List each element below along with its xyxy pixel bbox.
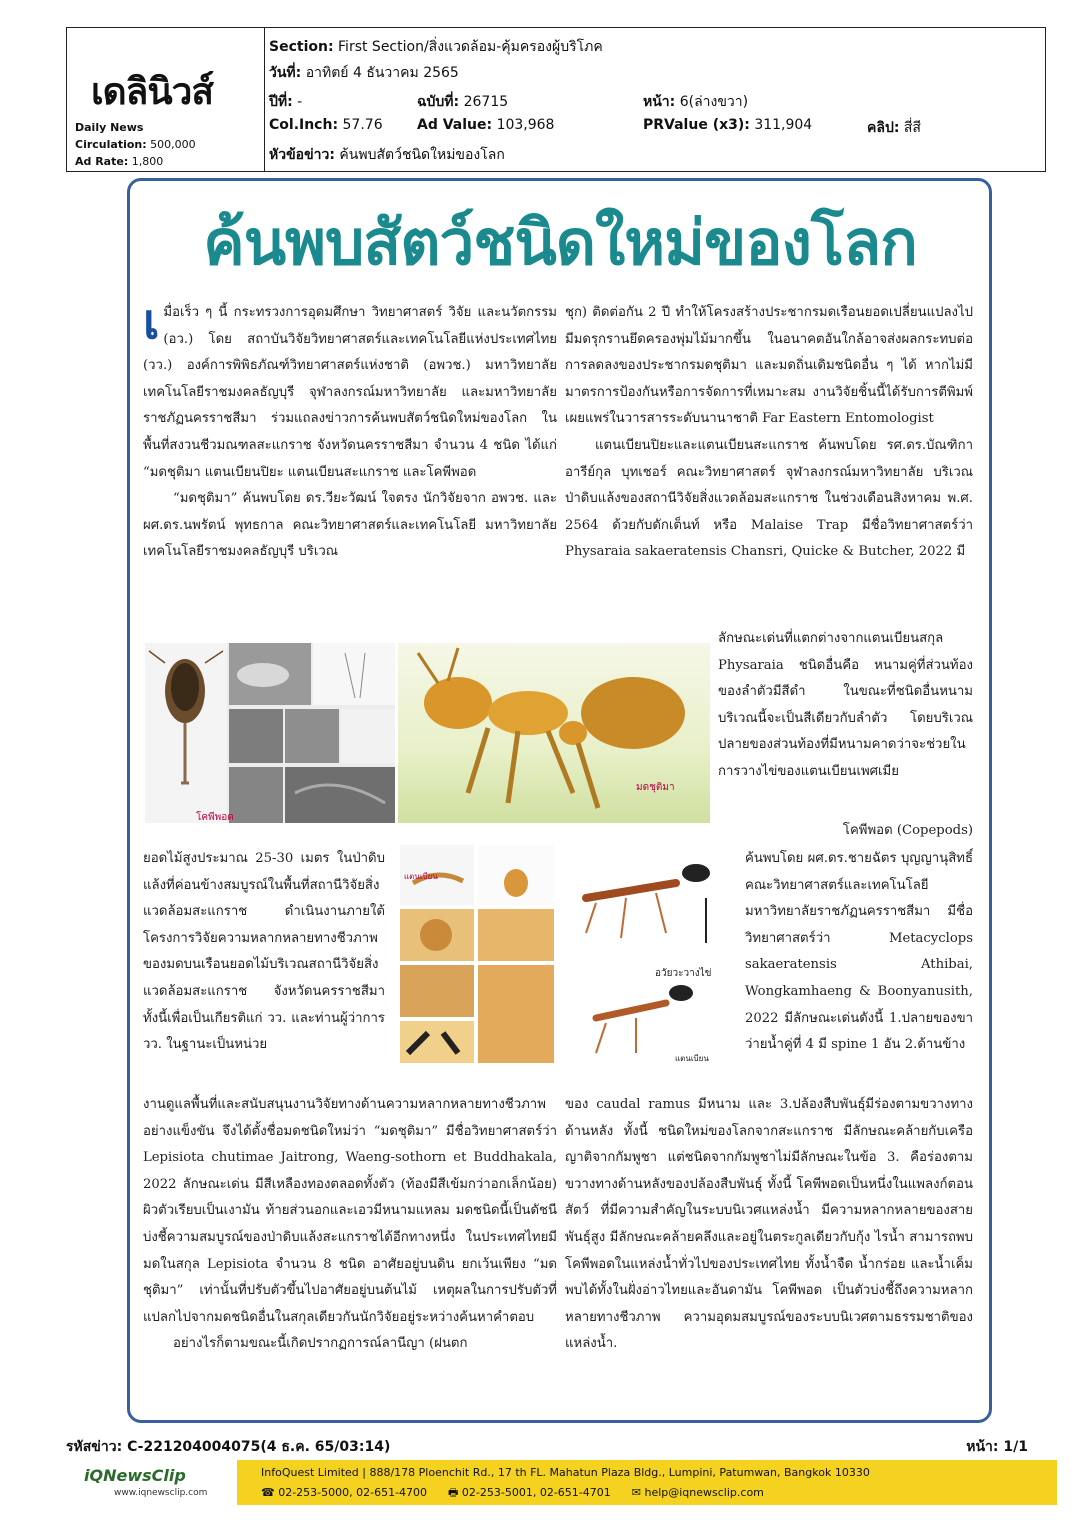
caption-ovipositor: อวัยวะวางไข่ <box>655 968 712 979</box>
news-code: รหัสข่าว: C-221204004075(4 ธ.ค. 65/03:14) <box>66 1439 391 1455</box>
year: ปีที่: - <box>269 94 303 110</box>
paragraph-however: อย่างไรก็ตามขณะนี้เกิดปรากฏการณ์ลานีญา (ฝนตก <box>173 1336 468 1352</box>
column-1-bottom <box>143 1092 557 1418</box>
ant-illustration <box>398 643 710 823</box>
copepod-illustration <box>145 643 395 823</box>
paragraph-ant-details: งานดูแลพื้นที่และสนับสนุนงานวิจัยทางด้านความหลากหลายทางชีวภาพอย่างแข็งขัน จึงได้ตั้งชื่อมดชนิดใหม่ว่า “มดชุติมา” มีชื่อวิทยาศาสตร์ว่า Lepisiota chutimae Jaitrong, Waeng-sothorn et Buddhakala, 2022 ลักษณะเด่น มีสีเหลืองทองตลอดทั้งตัว (ท้องมีสีเข้มกว่าอกเล็กน้อย) ผิวตัวเรียบเป็นเงามัน ท้ายส่วนอกและเอวมีหนามแหลม มดชนิดนี้เป็นดัชนีบ่งชี้ความสมบูรณ์ของป่าดิบแล้งสะแกราชได้อีกทางหนึ่ง ในประเทศไทยมีมดในสกุล Lepisiota จำนวน 8 ชนิด อาศัยอยู่บนดิน ยกเว้นเพียง “มดชุติมา” เท่านั้นที่ปรับตัวขึ้นไปอาศัยอยู่บนต้นไม้ เหตุผลในการปรับตัวที่แปลกไปจากมดชนิดอื่นในสกุลเดียวกันนักวิจัยอยู่ระหว่างค้นหาคำตอบ <box>143 1097 557 1325</box>
clip-header <box>66 27 1046 172</box>
email[interactable]: help@iqnewsclip.com <box>644 1486 764 1499</box>
company-address: InfoQuest Limited | 888/178 Ploenchit Rd., 17 th FL. Mahatun Plaza Bldg., Lumpini, Patumwan, Bangkok 10330 <box>261 1466 870 1479</box>
iqnewsclip-logo: iQNewsClip <box>84 1466 186 1485</box>
paragraph-intro: เมื่อเร็ว ๆ นี้ กระทรวงการอุดมศึกษา วิทยาศาสตร์ วิจัย และนวัตกรรม (อว.) โดย สถาบันวิจัยวิทยาศาสตร์และเทคโนโลยีแห่งประเทศไทย (วว.) องค์การพิพิธภัณฑ์วิทยาศาสตร์แห่งชาติ (อพวช.) มหาวิทยาลัยเทคโนโลยีราชมงคลธัญบุรี จุฬาลงกรณ์มหาวิทยาลัย และมหาวิทยาลัยราชภัฏนครราชสีมา ร่วมแถลงข่าวการค้นพบสัตว์ชนิดใหม่ของโลก ในพื้นที่สงวนชีวมณฑลสะแกราช จังหวัดนครราชสีมา จำนวน 4 ชนิด ได้แก่ “มดชุติมา แตนเบียนปิยะ แตนเบียนสะแกราช และโคพีพอด <box>143 300 557 480</box>
page-counter: หน้า: 1/1 <box>966 1439 1028 1455</box>
column-left-mid <box>143 846 385 1098</box>
paragraph-copepod: ค้นพบโดย ผศ.ดร.ชายฉัตร บุญญานุสิทธิ์ คณะวิทยาศาสตร์และเทคโนโลยี มหาวิทยาลัยราชภัฏนครราชสีมา มีชื่อวิทยาศาสตร์ว่า Metacyclops sakaeratensis Athibai, Wongkamhaeng & Boonyanusith, 2022 มีลักษณะเด่นดังนี้ 1.ปลายของขาว่ายน้ำคู่ที่ 4 มี spine 1 อัน 2.ด้านข้าง <box>745 851 973 1053</box>
clip-color: คลิป: สี่สี <box>867 120 921 136</box>
fax-icon: 🖶 <box>448 1486 459 1499</box>
paragraph-la-nina: ชุก) ติดต่อกัน 2 ปี ทำให้โครงสร้างประชากรมดเรือนยอดเปลี่ยนแปลงไป มีมดรุกรานยึดครองพุ่มไม้มากขึ้น ในอนาคตอันใกล้อาจส่งผลกระทบต่อการลดลงของประชากรมดชุติมา และมดถิ่นเดิมชนิดอื่น ๆ ได้ หากไม่มีมาตรการป้องกันหรือการจัดการที่เหมาะสม งานวิจัยชิ้นนี้ได้รับการตีพิมพ์เผยแพร่ในวารสารระดับนานาชาติ Far Eastern Entomologist <box>565 305 973 427</box>
paragraph-ant-intro: “มดชุติมา” ค้นพบโดย ดร.วียะวัฒน์ ใจตรง นักวิจัยจาก อพวช. และ ผศ.ดร.นพรัตน์ พุทธกาล คณะวิทยาศาสตร์และเทคโนโลยี มหาวิทยาลัยเทคโนโลยีราชมงคลธัญบุรี บริเวณ <box>143 491 557 560</box>
mail-icon: ✉ <box>631 1486 641 1499</box>
caption-wasp-2: แตนเบียน <box>675 1054 709 1063</box>
ad-rate: Ad Rate: 1,800 <box>75 155 164 168</box>
pr-value: PRValue (x3): 311,904 <box>643 117 813 133</box>
circulation: Circulation: 500,000 <box>75 138 196 151</box>
iqnewsclip-url: www.iqnewsclip.com <box>114 1488 208 1498</box>
col-inch: Col.Inch: 57.76 <box>269 117 383 133</box>
section: Section: First Section/สิ่งแวดล้อม-คุ้มครองผู้บริโภค <box>269 39 603 55</box>
ant-photo <box>398 643 710 823</box>
column-right-mid-2 <box>745 846 973 1098</box>
newspaper-logo: เดลินิวส์ <box>91 70 214 113</box>
caption-copepod: โคพีพอด <box>196 812 234 823</box>
column-1-top <box>143 300 557 630</box>
drop-cap: เ <box>143 300 160 350</box>
paragraph-wasps: แตนเบียนปิยะและแตนเบียนสะแกราช ค้นพบโดย รศ.ดร.บัณฑิกา อารีย์กุล บุทเชอร์ คณะวิทยาศาสตร์ จุฬาลงกรณ์มหาวิทยาลัย บริเวณป่าดิบแล้งของสถานีวิจัยสิ่งแวดล้อมสะแกราช ในช่วงเดือนสิงหาคม พ.ศ. 2564 ด้วยกับดักเต็นท์ หรือ Malaise Trap มีชื่อวิทยาศาสตร์ว่า Physaraia sakaeratensis Chansri, Quicke & Butcher, 2022 มี <box>565 437 973 560</box>
topic: หัวข้อข่าว: ค้นพบสัตว์ชนิดใหม่ของโลก <box>269 147 505 163</box>
caption-wasp-1: แตนเบียน <box>404 872 438 881</box>
footer-bar <box>237 1460 1057 1505</box>
date: วันที่: อาทิตย์ 4 ธันวาคม 2565 <box>269 65 459 81</box>
phone: ☎ 02-253-5000, 02-651-4700 <box>261 1486 428 1499</box>
paragraph-wasp-traits: ลักษณะเด่นที่แตกต่างจากแตนเบียนสกุล Physaraia ชนิดอื่นคือ หนามคู่ที่ส่วนท้องของลำตัวมีสีดำ ในขณะที่ชนิดอื่นหนามบริเวณนี้จะเป็นสีเดียวกับลำตัว โดยบริเวณปลายของส่วนท้องที่มีหนามคาดว่าจะช่วยในการวางไข่ของแตนเบียนเพศเมีย <box>718 631 973 779</box>
wasp-side-illustration <box>566 843 738 1065</box>
header-divider <box>264 28 265 171</box>
paragraph-copepod-details: ของ caudal ramus มีหนาม และ 3.ปล้องสืบพันธุ์มีร่องตามขวางทางด้านหลัง ทั้งนี้ ชนิดใหม่ของโลกจากสะแกราช มีลักษณะคล้ายกับเครือญาติจากกัมพูชา แต่ชนิดจากกัมพูชาไม่มีลักษณะในข้อ 3. คือร่องตามขวางทางด้านหลังของปล้องสืบพันธุ์ ทั้งนี้ โคพีพอดเป็นหนึ่งในแพลงก์ตอนสัตว์ ที่มีความสำคัญในระบบนิเวศแหล่งน้ำ มีความหลากหลายของสายพันธุ์สูง มีลักษณะคล้ายคลึงและอยู่ในตระกูลเดียวกับกุ้ง ไรน้ำ สามารถพบโคพีพอดในแหล่งน้ำทั่วไปของประเทศไทย ทั้งน้ำจืด น้ำกร่อย และน้ำเค็ม พบได้ทั้งในฝั่งอ่าวไทยและอันดามัน โคพีพอด เป็นตัวบ่งชี้ถึงความหลากหลายทางชีวภาพ ความอุดมสมบูรณ์ของระบบนิเวศตามธรรมชาติของแหล่งน้ำ. <box>565 1097 973 1352</box>
caption-ant: มดชุติมา <box>636 782 675 793</box>
issue: ฉบับที่: 26715 <box>417 94 509 110</box>
column-2-top <box>565 300 973 630</box>
paragraph-ant-location: ยอดไม้สูงประมาณ 25-30 เมตร ในป่าดิบแล้งที่ค่อนข้างสมบูรณ์ในพื้นที่สถานีวิจัยสิ่งแวดล้อมสะแกราช ดำเนินงานภายใต้โครงการวิจัยความหลากหลายทางชีวภาพของมดบนเรือนยอดไม้บริเวณสถานีวิจัยสิ่งแวดล้อมสะแกราช จังหวัดนครราชสีมา ทั้งนี้เพื่อเป็นเกียรติแก่ วว. และท่านผู้ว่าการ วว. ในฐานะเป็นหน่วย <box>143 851 385 1053</box>
fax: 02-253-5001, 02-651-4701 <box>461 1486 611 1499</box>
article-headline: ค้นพบสัตว์ชนิดใหม่ของโลก <box>203 206 917 279</box>
copepod-heading: โคพีพอด (Copepods) <box>842 823 973 838</box>
paper-name: Daily News <box>75 121 144 134</box>
ad-value: Ad Value: 103,968 <box>417 117 555 133</box>
column-2-bottom <box>565 1092 973 1418</box>
contact-line <box>261 1484 764 1503</box>
column-right-mid <box>718 626 973 821</box>
page-ref: หน้า: 6(ล่างขวา) <box>643 94 749 110</box>
wasp-side-photos <box>566 843 738 1065</box>
copepod-photo-plate <box>145 643 395 823</box>
